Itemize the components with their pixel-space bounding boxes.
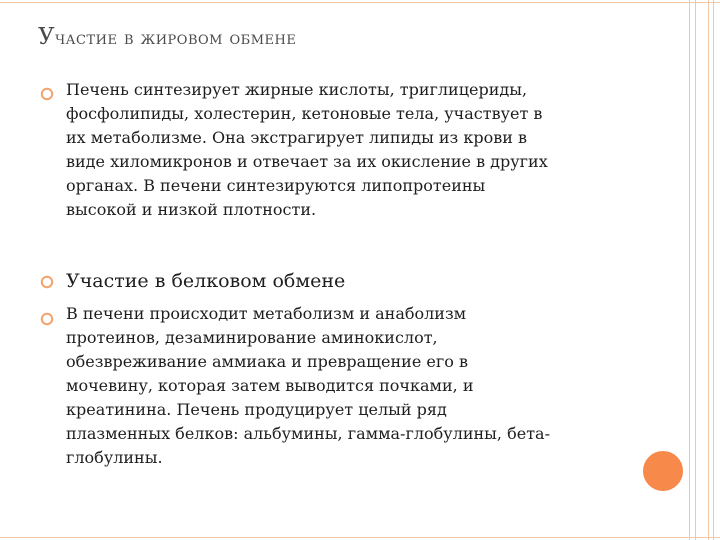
open-circle-bullet-icon	[40, 87, 54, 101]
frame-line	[713, 0, 714, 540]
bullet-text-liver-lipids: Печень синтезирует жирные кислоты, триглицериды, фосфолипиды, холестерин, кетоновые тела, участвует в их метаболизме. Она экстрагирует липиды из крови в виде хиломикронов и отвечает за их окисление в других органах. В печени синтезируются липопротеины высокой и низкой плотности.	[66, 80, 548, 219]
frame-line	[695, 0, 696, 540]
title-rest: частие в жировом обмене	[55, 27, 297, 49]
frame-line	[0, 2, 720, 3]
open-circle-bullet-icon	[40, 275, 54, 289]
frame-line	[0, 537, 720, 538]
frame-line	[708, 0, 709, 540]
bullet-text-protein-heading: Участие в белковом обмене	[66, 270, 346, 292]
frame-line	[689, 0, 690, 540]
bullet-text-liver-proteins: В печени происходит метаболизм и анаболизм протеинов, дезаминирование аминокислот, обезвреживание аммиака и превращение его в мочевину, которая затем выводится почками, и креатинина. Печень продуцирует целый ряд плазменных белков: альбумины, гамма-глобулины, бета- глобулины.	[66, 304, 550, 467]
open-circle-bullet-icon	[40, 312, 54, 326]
slide-title	[38, 24, 296, 50]
title-initial: У	[38, 24, 56, 50]
orange-circle-icon	[641, 449, 685, 493]
